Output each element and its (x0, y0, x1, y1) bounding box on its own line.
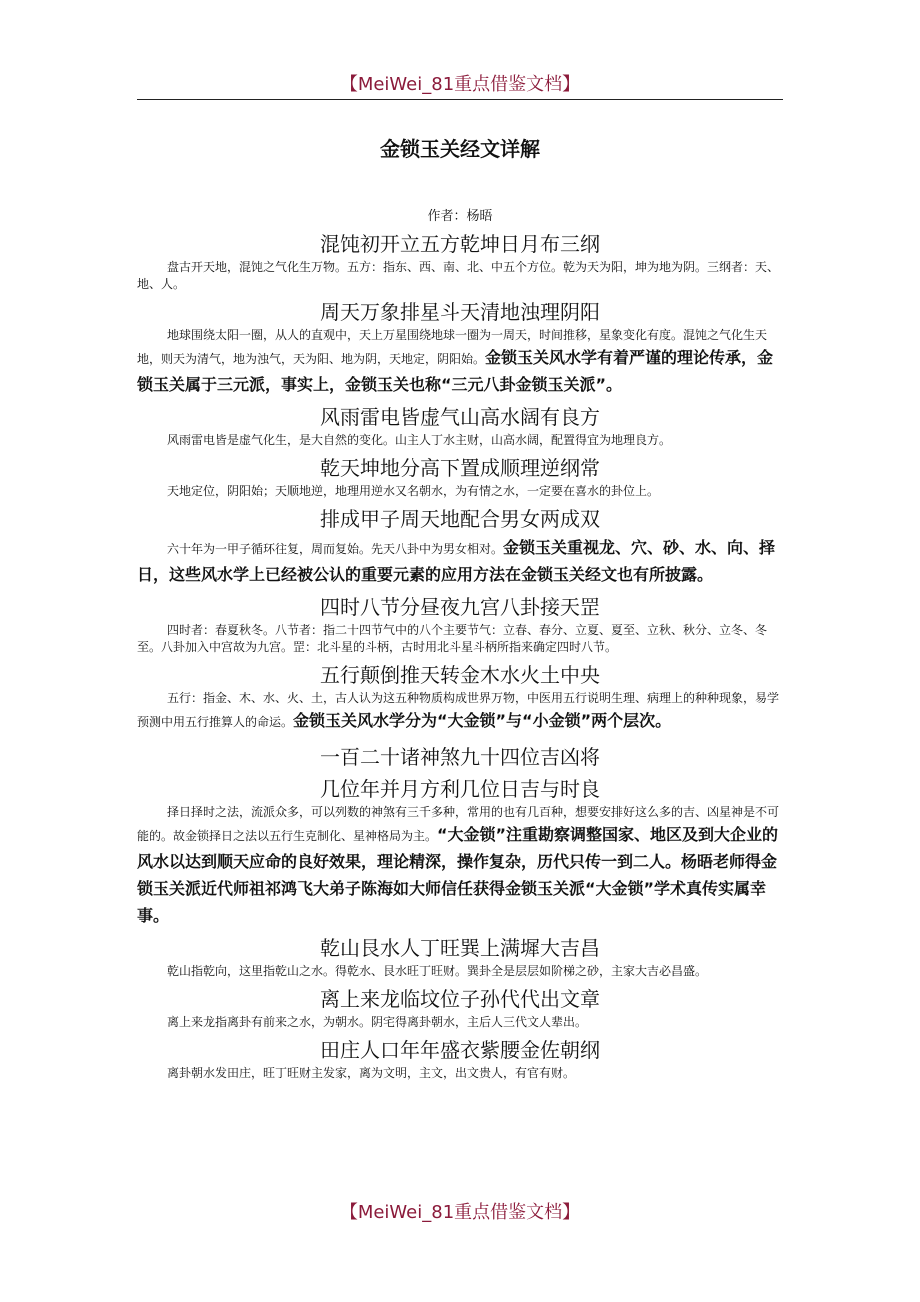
commentary-text: 天地定位，阴阳始；天顺地逆，地理用逆水又名朝水，为有情之水，一定要在喜水的卦位上。 (167, 484, 660, 498)
commentary-paragraph (137, 534, 783, 588)
verse-line: 五行颠倒推天转金木水火土中央 (320, 663, 600, 687)
commentary-paragraph (137, 622, 783, 656)
verse-line: 四时八节分昼夜九宫八卦接天罡 (320, 595, 600, 619)
commentary-text: 盘古开天地，混饨之气化生万物。五方：指东、西、南、北、中五个方位。乾为天为阳，坤为地为阴。三纲者：天、地、人。 (137, 260, 780, 291)
commentary-text: 乾山指乾向，这里指乾山之水。得乾水、艮水旺丁旺财。巽卦全是层层如阶梯之砂，主家大吉必昌盛。 (167, 964, 708, 978)
commentary-paragraph (137, 483, 783, 500)
commentary-paragraph (137, 1014, 783, 1031)
commentary-text: 地球围绕太阳一圈，从人的直观中，天上万星围绕地球一圈为一周天，时间推移，星象变化有度。混饨之气化生天地，则天为清气，地为浊气，天为阳、地为阴，天地定，阴阳始。 (137, 328, 768, 366)
commentary-text: 五行：指金、木、水、火、土，古人认为这五种物质构成世界万物，中医用五行说明生理、病理上的种种现象，易学预测中用五行推算人的命运。 (137, 691, 780, 729)
verse-line: 风雨雷电皆虚气山高水阔有良方 (320, 405, 600, 429)
commentary-paragraph (137, 432, 783, 449)
commentary-text: 风雨雷电皆是虚气化生，是大自然的变化。山主人丁水主财，山高水阔，配置得宜为地理良方。 (167, 433, 672, 447)
verse-line: 一百二十诸神煞九十四位吉凶将 (320, 745, 600, 769)
commentary-text: 择日择时之法，流派众多，可以列数的神煞有三千多种，常用的也有几百种，想要安排好这么多的吉、凶星神是不可能的。故金锁择日之法以五行生克制化、星神格局为主。 (137, 805, 780, 843)
verse-line: 周天万象排星斗天清地浊理阴阳 (320, 300, 600, 324)
footer-watermark: 【MeiWei_81重点借鉴文档】 (339, 1202, 581, 1223)
commentary-text: 离卦朝水发田庄，旺丁旺财主发家，离为文明，主文，出文贵人，有官有财。 (167, 1066, 576, 1080)
commentary-paragraph (137, 259, 783, 293)
commentary-paragraph (137, 690, 783, 734)
commentary-paragraph (137, 327, 783, 398)
document-title: 金锁玉关经文详解 (380, 137, 540, 161)
verse-line: 乾山艮水人丁旺巽上满墀大吉昌 (320, 936, 600, 960)
commentary-text: 离上来龙指离卦有前来之水，为朝水。阴宅得离卦朝水，主后人三代文人辈出。 (167, 1015, 588, 1029)
commentary-paragraph (137, 963, 783, 980)
highlight-text: 金锁玉关风水学有着严谨的理论传承，金锁玉关属于三元派，事实上，金锁玉关也称“三元八卦金锁玉关派”。 (137, 348, 774, 394)
header-watermark: 【MeiWei_81重点借鉴文档】 (339, 74, 581, 95)
commentary-paragraph (137, 804, 783, 929)
document-body (137, 229, 783, 1086)
verse-line: 乾天坤地分高下置成顺理逆纲常 (320, 456, 600, 480)
commentary-text: 四时者：春夏秋冬。八节者：指二十四节气中的八个主要节气：立春、春分、立夏、夏至、立秋、秋分、立冬、冬至。八卦加入中宫故为九宫。罡：北斗星的斗柄，古时用北斗星斗柄所指来确定四时八节。 (137, 623, 768, 654)
verse-line: 混饨初开立五方乾坤日月布三纲 (320, 232, 600, 256)
header-divider (137, 99, 783, 100)
verse-line: 田庄人口年年盛衣紫腰金佐朝纲 (320, 1038, 600, 1062)
highlight-text: 金锁玉关风水学分为“大金锁”与“小金锁”两个层次。 (293, 711, 672, 730)
commentary-text: 六十年为一甲子循环往复，周而复始。先天八卦中为男女相对。 (167, 542, 504, 556)
commentary-paragraph (137, 1065, 783, 1082)
verse-line: 几位年并月方利几位日吉与时良 (320, 777, 600, 801)
verse-line: 排成甲子周天地配合男女两成双 (320, 507, 600, 531)
author-line: 作者：杨晤 (427, 209, 493, 224)
verse-line: 离上来龙临坟位子孙代代出文章 (320, 987, 600, 1011)
highlight-text: 金锁玉关重视龙、穴、砂、水、向、择日，这些风水学上已经被公认的重要元素的应用方法在金锁玉关经文也有所披露。 (137, 538, 776, 584)
highlight-text: “大金锁”注重勘察调整国家、地区及到大企业的风水以达到顺天应命的良好效果，理论精深，操作复杂，历代只传一到二人。杨晤老师得金锁玉关派近代师祖祁鸿飞大弟子陈海如大师信任获得金锁玉关派“大金锁”学术真传实属幸事。 (137, 825, 779, 925)
